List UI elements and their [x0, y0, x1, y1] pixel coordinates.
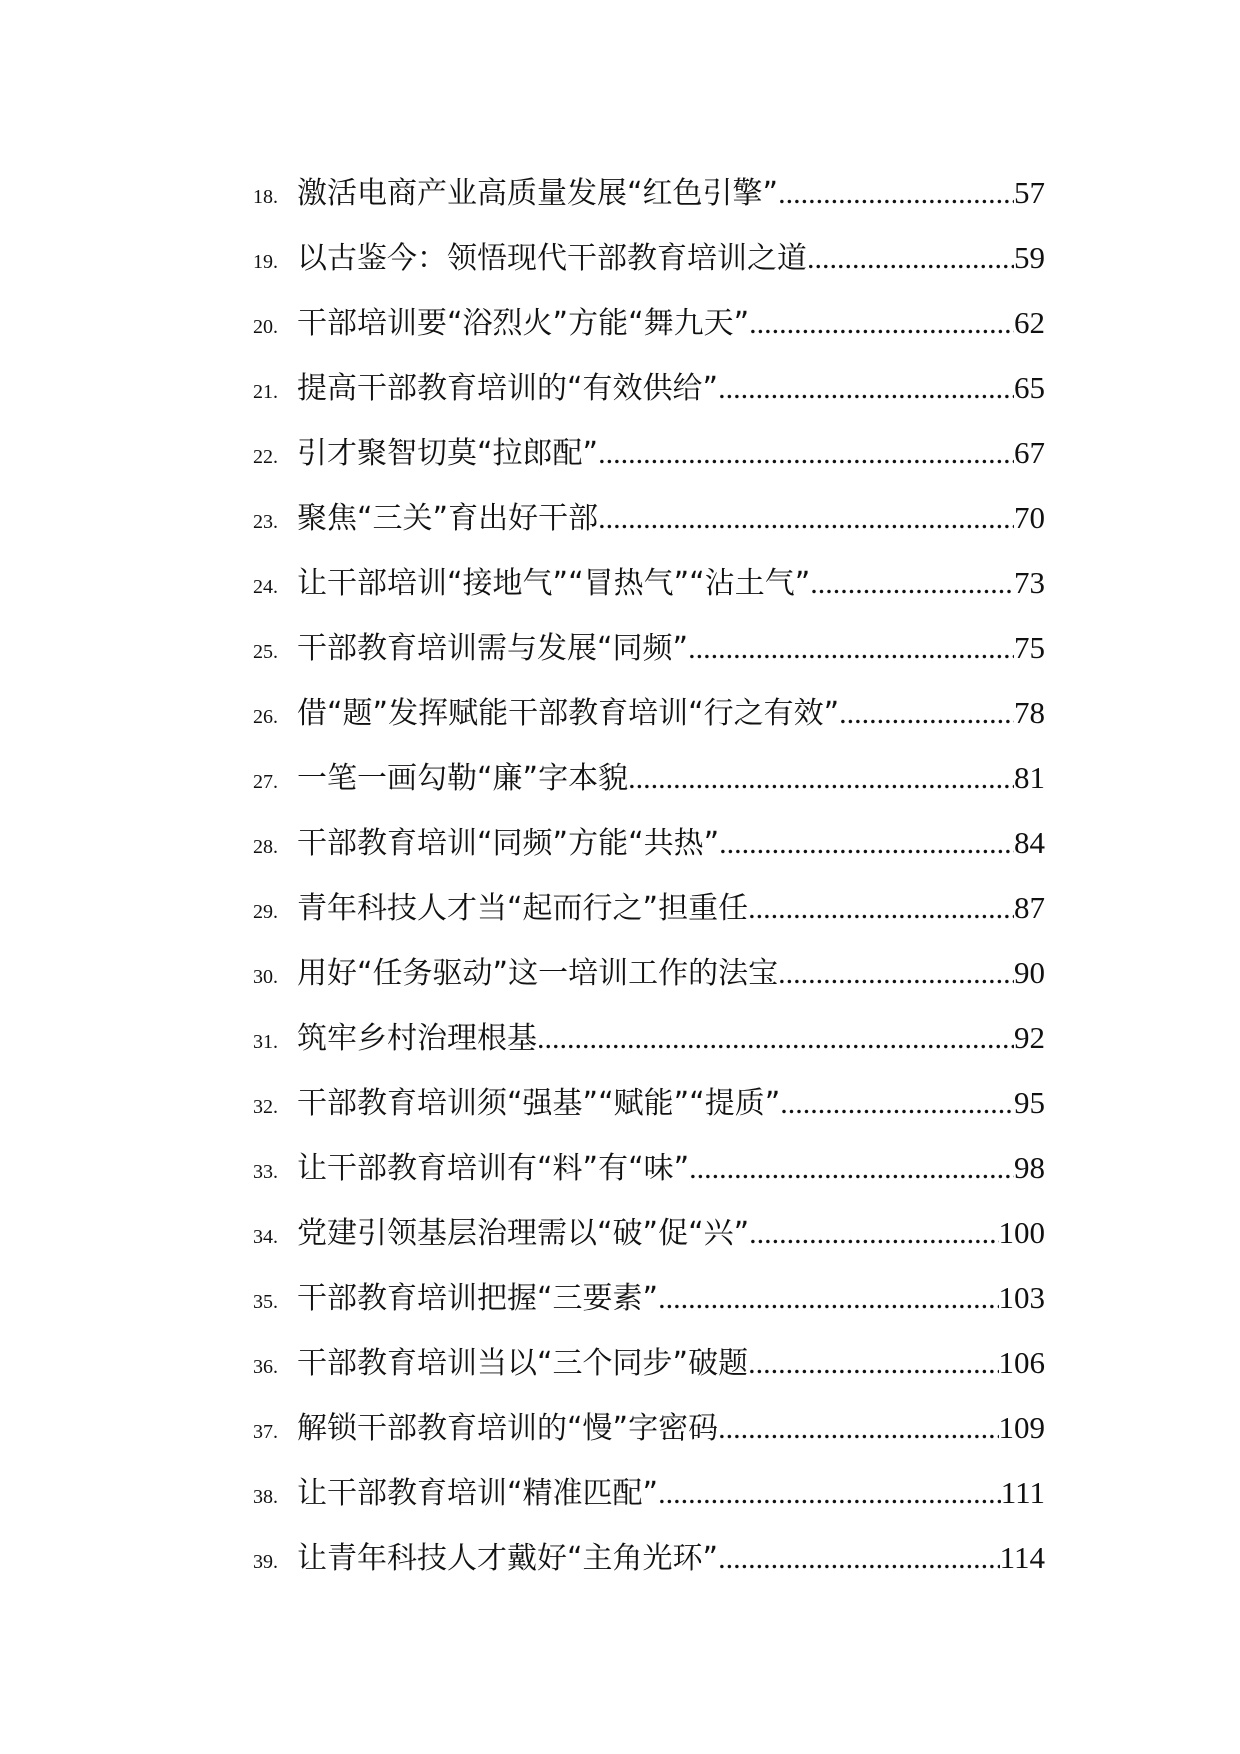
toc-entry-number: 30.: [253, 966, 278, 988]
toc-entry-number: 22.: [253, 446, 278, 468]
toc-entry-title: 借“题”发挥赋能干部教育培训“行之有效”: [297, 696, 840, 731]
toc-entry-page: 57: [1014, 175, 1045, 210]
toc-dot-leader: [780, 1087, 1014, 1121]
toc-entry[interactable]: [253, 1013, 1045, 1078]
toc-entry-number: 32.: [253, 1096, 278, 1118]
toc-entry-page: 92: [1014, 1020, 1045, 1055]
toc-entry-number: 27.: [253, 771, 278, 793]
toc-entry-title: 筑牢乡村治理根基: [297, 1021, 537, 1056]
toc-dot-leader: [839, 697, 1014, 731]
toc-dot-leader: [688, 632, 1014, 666]
toc-entry[interactable]: [253, 1208, 1045, 1273]
toc-entry[interactable]: [253, 1078, 1045, 1143]
toc-entry[interactable]: [253, 558, 1045, 623]
toc-dot-leader: [749, 1217, 998, 1251]
toc-entry-page: 84: [1014, 825, 1045, 860]
toc-entry[interactable]: [253, 688, 1045, 753]
toc-entry-page: 109: [998, 1410, 1045, 1445]
toc-entry-number: 36.: [253, 1356, 278, 1378]
toc-entry-number: 29.: [253, 901, 278, 923]
toc-entry-page: 106: [998, 1345, 1045, 1380]
toc-entry-number: 21.: [253, 381, 278, 403]
toc-entry-page: 62: [1014, 305, 1045, 340]
toc-entry[interactable]: [253, 753, 1045, 818]
toc-entry[interactable]: [253, 298, 1045, 363]
toc-entry-title: 干部教育培训把握“三要素”: [297, 1281, 659, 1316]
toc-entry-number: 33.: [253, 1161, 278, 1183]
toc-dot-leader: [718, 1542, 1000, 1576]
toc-dot-leader: [718, 1412, 998, 1446]
toc-dot-leader: [689, 1152, 1014, 1186]
toc-entry[interactable]: [253, 168, 1045, 233]
toc-entry[interactable]: [253, 428, 1045, 493]
toc-entry-number: 18.: [253, 186, 278, 208]
toc-entry-title: 解锁干部教育培训的“慢”字密码: [297, 1411, 719, 1446]
toc-entry-number: 37.: [253, 1421, 278, 1443]
toc-entry-number: 31.: [253, 1031, 278, 1053]
toc-entry-title: 党建引领基层治理需以“破”促“兴”: [297, 1216, 750, 1251]
toc-dot-leader: [598, 502, 1014, 536]
toc-entry-title: 让干部培训“接地气”“冒热气”“沾土气”: [297, 566, 811, 601]
toc-dot-leader: [749, 307, 1014, 341]
toc-entry-page: 87: [1014, 890, 1045, 925]
toc-dot-leader: [807, 242, 1014, 276]
toc-entry-number: 39.: [253, 1551, 278, 1573]
toc-entry-title: 干部教育培训当以“三个同步”破题: [297, 1346, 749, 1381]
toc-entry-title: 用好“任务驱动”这一培训工作的法宝: [297, 956, 779, 991]
toc-entry-page: 103: [998, 1280, 1045, 1315]
toc-entry-title: 让干部教育培训有“料”有“味”: [297, 1151, 690, 1186]
toc-entry-title: 让青年科技人才戴好“主角光环”: [297, 1541, 719, 1576]
toc-entry[interactable]: [253, 1338, 1045, 1403]
toc-entry[interactable]: [253, 883, 1045, 948]
toc-entry-page: 59: [1014, 240, 1045, 275]
toc-entry-number: 20.: [253, 316, 278, 338]
toc-dot-leader: [778, 957, 1014, 991]
toc-dot-leader: [537, 1022, 1014, 1056]
toc-entry-page: 90: [1014, 955, 1045, 990]
toc-entry[interactable]: [253, 1468, 1045, 1533]
toc-entry-page: 111: [1000, 1475, 1045, 1510]
toc-entry[interactable]: [253, 233, 1045, 298]
toc-entry-number: 24.: [253, 576, 278, 598]
toc-entry-number: 26.: [253, 706, 278, 728]
toc-dot-leader: [598, 437, 1014, 471]
toc-entry-number: 34.: [253, 1226, 278, 1248]
toc-entry-page: 95: [1014, 1085, 1045, 1120]
toc-entry-title: 干部培训要“浴烈火”方能“舞九天”: [297, 306, 750, 341]
toc-entry-title: 激活电商产业高质量发展“红色引擎”: [297, 176, 779, 211]
toc-dot-leader: [658, 1282, 998, 1316]
table-of-contents: [253, 168, 1045, 1598]
toc-entry-page: 81: [1014, 760, 1045, 795]
toc-entry-title: 以古鉴今：领悟现代干部教育培训之道: [297, 241, 807, 276]
toc-entry-title: 引才聚智切莫“拉郎配”: [297, 436, 599, 471]
toc-entry-page: 67: [1014, 435, 1045, 470]
toc-entry-page: 114: [999, 1540, 1045, 1575]
toc-entry-number: 23.: [253, 511, 278, 533]
toc-entry[interactable]: [253, 363, 1045, 428]
toc-dot-leader: [658, 1477, 1001, 1511]
toc-entry[interactable]: [253, 1273, 1045, 1338]
toc-entry-page: 65: [1014, 370, 1045, 405]
toc-entry-number: 25.: [253, 641, 278, 663]
toc-entry-title: 干部教育培训需与发展“同频”: [297, 631, 689, 666]
toc-entry-page: 78: [1014, 695, 1045, 730]
toc-entry[interactable]: [253, 1143, 1045, 1208]
toc-entry-title: 一笔一画勾勒“廉”字本貌: [297, 761, 629, 796]
toc-entry[interactable]: [253, 493, 1045, 558]
toc-entry[interactable]: [253, 818, 1045, 883]
toc-dot-leader: [718, 372, 1014, 406]
toc-entry-title: 聚焦“三关”育出好干部: [297, 501, 599, 536]
toc-dot-leader: [748, 1347, 998, 1381]
toc-entry[interactable]: [253, 623, 1045, 688]
toc-entry-title: 干部教育培训须“强基”“赋能”“提质”: [297, 1086, 781, 1121]
toc-dot-leader: [628, 762, 1014, 796]
toc-dot-leader: [778, 177, 1014, 211]
toc-entry-title: 青年科技人才当“起而行之”担重任: [297, 891, 749, 926]
toc-entry-number: 19.: [253, 251, 278, 273]
toc-entry-number: 28.: [253, 836, 278, 858]
toc-entry-title: 提高干部教育培训的“有效供给”: [297, 371, 719, 406]
toc-entry-number: 38.: [253, 1486, 278, 1508]
toc-entry[interactable]: [253, 948, 1045, 1013]
toc-entry-number: 35.: [253, 1291, 278, 1313]
toc-entry-page: 98: [1014, 1150, 1045, 1185]
toc-entry-page: 70: [1014, 500, 1045, 535]
toc-entry-page: 100: [998, 1215, 1045, 1250]
toc-dot-leader: [719, 827, 1014, 861]
toc-entry[interactable]: [253, 1403, 1045, 1468]
toc-dot-leader: [748, 892, 1014, 926]
toc-entry-page: 73: [1014, 565, 1045, 600]
toc-entry-title: 让干部教育培训“精准匹配”: [297, 1476, 659, 1511]
toc-entry[interactable]: [253, 1533, 1045, 1598]
toc-dot-leader: [810, 567, 1014, 601]
toc-entry-title: 干部教育培训“同频”方能“共热”: [297, 826, 720, 861]
toc-entry-page: 75: [1014, 630, 1045, 665]
